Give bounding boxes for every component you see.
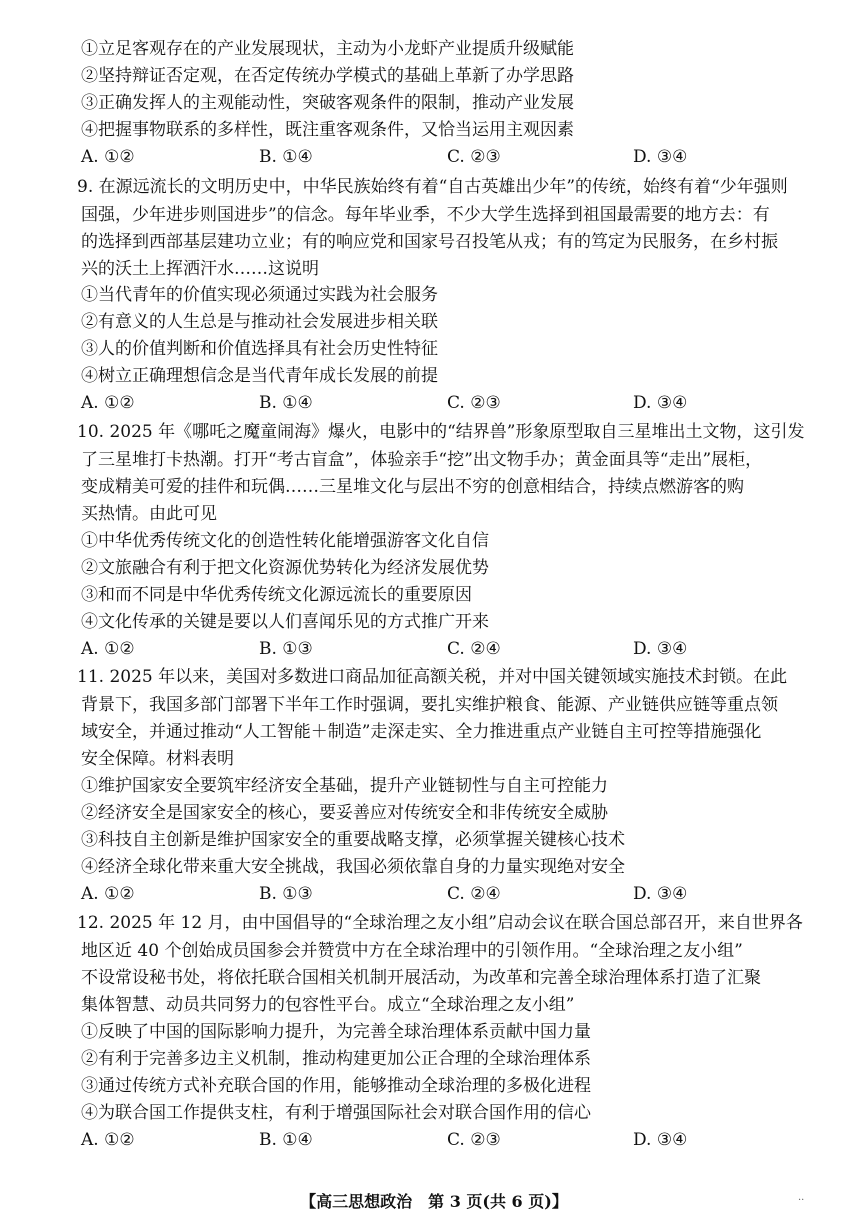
q10-stem-line-2: 了三星堆打卡热潮。打开“考古盲盒”，体验亲手“挖”出文物手办；黄金面具等“走出”展柜， bbox=[81, 450, 763, 470]
q9-stem-line-2: 国强，少年进步则国进步”的信念。每年毕业季，不少大学生选择到祖国最需要的地方去：有 bbox=[81, 205, 770, 225]
page-footer: 【高三思想政治 第 3 页(共 6 页)】 bbox=[300, 1192, 568, 1211]
q12-option-2: ②有利于完善多边主义机制，推动构建更加公正合理的全球治理体系 bbox=[81, 1049, 591, 1069]
q8-option-4: ④把握事物联系的多样性，既注重客观条件，又恰当运用主观因素 bbox=[81, 120, 574, 140]
q12-choice-d: D. ③④ bbox=[633, 1130, 688, 1150]
q10-option-1: ①中华优秀传统文化的创造性转化能增强游客文化自信 bbox=[81, 531, 489, 551]
q11-option-2: ②经济安全是国家安全的核心，要妥善应对传统安全和非传统安全威胁 bbox=[81, 803, 608, 823]
q8-option-1: ①立足客观存在的产业发展现状，主动为小龙虾产业提质升级赋能 bbox=[81, 39, 574, 59]
q12-option-3: ③通过传统方式补充联合国的作用，能够推动全球治理的多极化进程 bbox=[81, 1076, 591, 1096]
q9-option-3: ③人的价值判断和价值选择具有社会历史性特征 bbox=[81, 339, 438, 359]
q12-option-1: ①反映了中国的国际影响力提升，为完善全球治理体系贡献中国力量 bbox=[81, 1022, 591, 1042]
q10-choice-b: B. ①③ bbox=[259, 639, 313, 659]
q9-stem-line-3: 的选择到西部基层建功立业；有的响应党和国家号召投笔从戎；有的笃定为民服务，在乡村振 bbox=[81, 232, 778, 252]
q12-choice-c: C. ②③ bbox=[447, 1130, 501, 1150]
q12-stem-line-4: 集体智慧、动员共同努力的包容性平台。成立“全球治理之友小组” bbox=[81, 995, 575, 1015]
q10-choice-c: C. ②④ bbox=[447, 639, 501, 659]
q10-stem-line-3: 变成精美可爱的挂件和玩偶……三星堆文化与层出不穷的创意相结合，持续点燃游客的购 bbox=[81, 477, 744, 497]
q9-option-2: ②有意义的人生总是与推动社会发展进步相关联 bbox=[81, 312, 438, 332]
q10-stem-line-1: 10. 2025 年《哪吒之魔童闹海》爆火，电影中的“结界兽”形象原型取自三星堆出土文物，这引发 bbox=[77, 422, 805, 442]
q12-choices bbox=[81, 1129, 821, 1153]
q8-option-3: ③正确发挥人的主观能动性，突破客观条件的限制，推动产业发展 bbox=[81, 93, 574, 113]
q9-option-4: ④树立正确理想信念是当代青年成长发展的前提 bbox=[81, 366, 438, 386]
q11-choice-c: C. ②④ bbox=[447, 884, 501, 904]
q9-stem-line-1: 9. 在源远流长的文明历史中，中华民族始终有着“自古英雄出少年”的传统，始终有着“少年强则 bbox=[77, 177, 788, 197]
q8-choice-a: A. ①② bbox=[81, 147, 135, 167]
q9-choices bbox=[81, 392, 821, 416]
q9-choice-a: A. ①② bbox=[81, 393, 135, 413]
q12-choice-a: A. ①② bbox=[81, 1130, 135, 1150]
q12-choice-b: B. ①④ bbox=[259, 1130, 313, 1150]
q8-option-2: ②坚持辩证否定观，在否定传统办学模式的基础上革新了办学思路 bbox=[81, 66, 574, 86]
q11-stem-line-1: 11. 2025 年以来，美国对多数进口商品加征高额关税，并对中国关键领域实施技术封锁。在此 bbox=[77, 667, 788, 687]
q12-stem-line-1: 12. 2025 年 12 月，由中国倡导的“全球治理之友小组”启动会议在联合国总部召开，来自世界各 bbox=[77, 913, 803, 933]
q10-choices bbox=[81, 638, 821, 662]
q10-choice-a: A. ①② bbox=[81, 639, 135, 659]
q8-choice-d: D. ③④ bbox=[633, 147, 688, 167]
q9-choice-b: B. ①④ bbox=[259, 393, 313, 413]
q11-option-4: ④经济全球化带来重大安全挑战，我国必须依靠自身的力量实现绝对安全 bbox=[81, 857, 625, 877]
q11-choice-a: A. ①② bbox=[81, 884, 135, 904]
q10-option-3: ③和而不同是中华优秀传统文化源远流长的重要原因 bbox=[81, 585, 472, 605]
q11-choices bbox=[81, 883, 821, 907]
q11-option-3: ③科技自主创新是维护国家安全的重要战略支撑，必须掌握关键核心技术 bbox=[81, 830, 625, 850]
q11-choice-d: D. ③④ bbox=[633, 884, 688, 904]
q8-choice-c: C. ②③ bbox=[447, 147, 501, 167]
q10-option-4: ④文化传承的关键是要以人们喜闻乐见的方式推广开来 bbox=[81, 612, 489, 632]
q8-choices bbox=[81, 146, 821, 170]
q11-choice-b: B. ①③ bbox=[259, 884, 313, 904]
q11-option-1: ①维护国家安全要筑牢经济安全基础，提升产业链韧性与自主可控能力 bbox=[81, 776, 608, 796]
q11-stem-line-2: 背景下，我国多部门部署下半年工作时强调，要扎实维护粮食、能源、产业链供应链等重点领 bbox=[81, 695, 778, 715]
q9-choice-d: D. ③④ bbox=[633, 393, 688, 413]
q12-stem-line-2: 地区近 40 个创始成员国参会并赞赏中方在全球治理中的引领作用。“全球治理之友小组” bbox=[81, 941, 743, 961]
q10-option-2: ②文旅融合有利于把文化资源优势转化为经济发展优势 bbox=[81, 558, 489, 578]
q9-stem-line-4: 兴的沃土上挥洒汗水……这说明 bbox=[81, 259, 319, 279]
q11-stem-line-3: 域安全，并通过推动“人工智能＋制造”走深走实、全力推进重点产业链自主可控等措施强化 bbox=[81, 722, 762, 742]
q8-choice-b: B. ①④ bbox=[259, 147, 313, 167]
q9-option-1: ①当代青年的价值实现必须通过实践为社会服务 bbox=[81, 285, 438, 305]
q9-choice-c: C. ②③ bbox=[447, 393, 501, 413]
q10-choice-d: D. ③④ bbox=[633, 639, 688, 659]
q11-stem-line-4: 安全保障。材料表明 bbox=[81, 749, 234, 769]
corner-mark: ·· bbox=[798, 1195, 805, 1206]
q12-option-4: ④为联合国工作提供支柱，有利于增强国际社会对联合国作用的信心 bbox=[81, 1103, 591, 1123]
q12-stem-line-3: 不设常设秘书处，将依托联合国相关机制开展活动，为改革和完善全球治理体系打造了汇聚 bbox=[81, 968, 761, 988]
q10-stem-line-4: 买热情。由此可见 bbox=[81, 504, 217, 524]
